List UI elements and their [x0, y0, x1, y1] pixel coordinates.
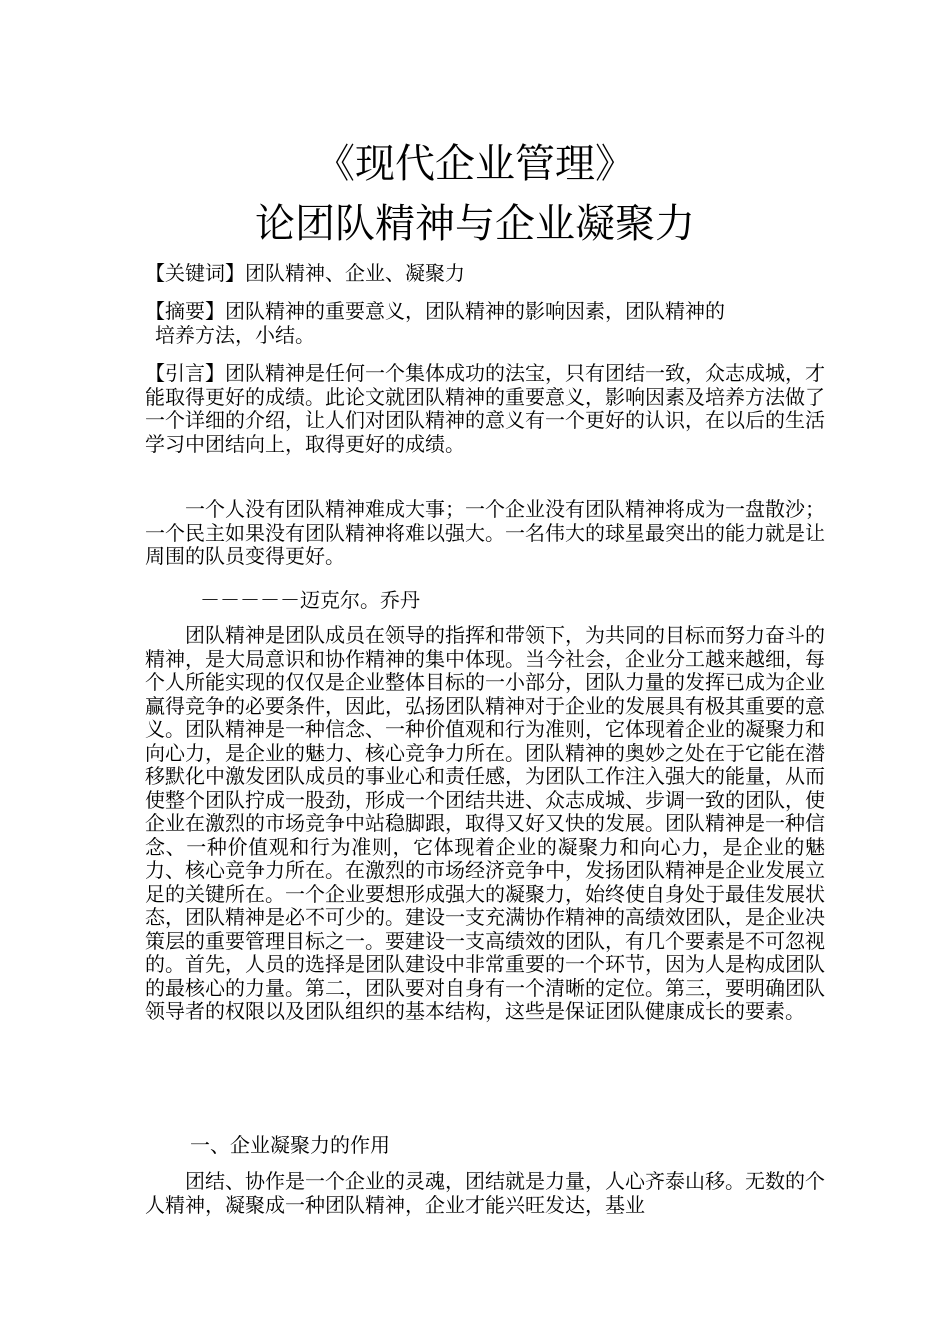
abstract-text-line2: 培养方法，小结。 [155, 322, 315, 347]
introduction-paragraph [145, 362, 825, 456]
document-title-line1: 《现代企业管理》 [315, 141, 635, 187]
section-heading: 一、企业凝聚力的作用 [190, 1133, 390, 1157]
introduction-text: 团队精神是任何一个集体成功的法宝，只有团结一致，众志成城，才能取得更好的成绩。此论文就团队精神的重要意义，影响因素及培养方法做了一个详细的介绍，让人们对团队精神的意义有一个更好的认识，在以后的生活学习中团结向上，取得更好的成绩。 [145, 361, 825, 456]
abstract-paragraph [145, 300, 825, 347]
document-title-line2: 论团队精神与企业凝聚力 [255, 201, 695, 247]
body-paragraph: 团队精神是团队成员在领导的指挥和带领下，为共同的目标而努力奋斗的精神，是大局意识和协作精神的集中体现。当今社会，企业分工越来越细，每个人所能实现的仅仅是企业整体目标的一小部分，团队力量的发挥已成为企业赢得竞争的必要条件，因此，弘扬团队精神对于企业的发展具有极其重要的意义。团队精神是一种信念、一种价值观和行为准则，它体现着企业的凝聚力和向心力，是企业的魅力、核心竞争力所在。团队精神的奥妙之处在于它能在潜移默化中激发团队成员的事业心和责任感，为团队工作注入强大的能量，从而使整个团队拧成一股劲，形成一个团结共进、众志成城、步调一致的团队，使企业在激烈的市场竞争中站稳脚跟，取得又好又快的发展。团队精神是一种信念、一种价值观和行为准则，它体现着企业的凝聚力和向心力，是企业的魅力、核心竞争力所在。在激烈的市场经济竞争中，发扬团队精神是企业发展立足的关键所在。一个企业要想形成强大的凝聚力，始终使自身处于最佳发展状态，团队精神是必不可少的。建设一支充满协作精神的高绩效团队，是企业决策层的重要管理目标之一。要建设一支高绩效的团队，有几个要素是不可忽视的。首先，人员的选择是团队建设中非常重要的一个环节，因为人是构成团队的最核心的力量。第二，团队要对自身有一个清晰的定位。第三，要明确团队领导者的权限以及团队组织的基本结构，这些是保证团队健康成长的要素。 [145, 623, 825, 1023]
quote-author: －－－－－迈克尔。乔丹 [200, 588, 420, 612]
abstract-label: 【摘要】 [145, 299, 225, 323]
quote-paragraph: 一个人没有团队精神难成大事；一个企业没有团队精神将成为一盘散沙；一个民主如果没有团队精神将难以强大。一名伟大的球星最突出的能力就是让周围的队员变得更好。 [145, 497, 825, 568]
introduction-label: 【引言】 [145, 361, 225, 385]
keywords-paragraph [145, 262, 825, 286]
keywords-text: 团队精神、企业、凝聚力 [245, 261, 465, 285]
section-paragraph: 团结、协作是一个企业的灵魂，团结就是力量，人心齐泰山移。无数的个人精神，凝聚成一种团队精神，企业才能兴旺发达，基业 [145, 1169, 825, 1217]
abstract-text-line1: 团队精神的重要意义，团队精神的影响因素，团队精神的 [225, 299, 725, 323]
keywords-label: 【关键词】 [145, 261, 245, 285]
